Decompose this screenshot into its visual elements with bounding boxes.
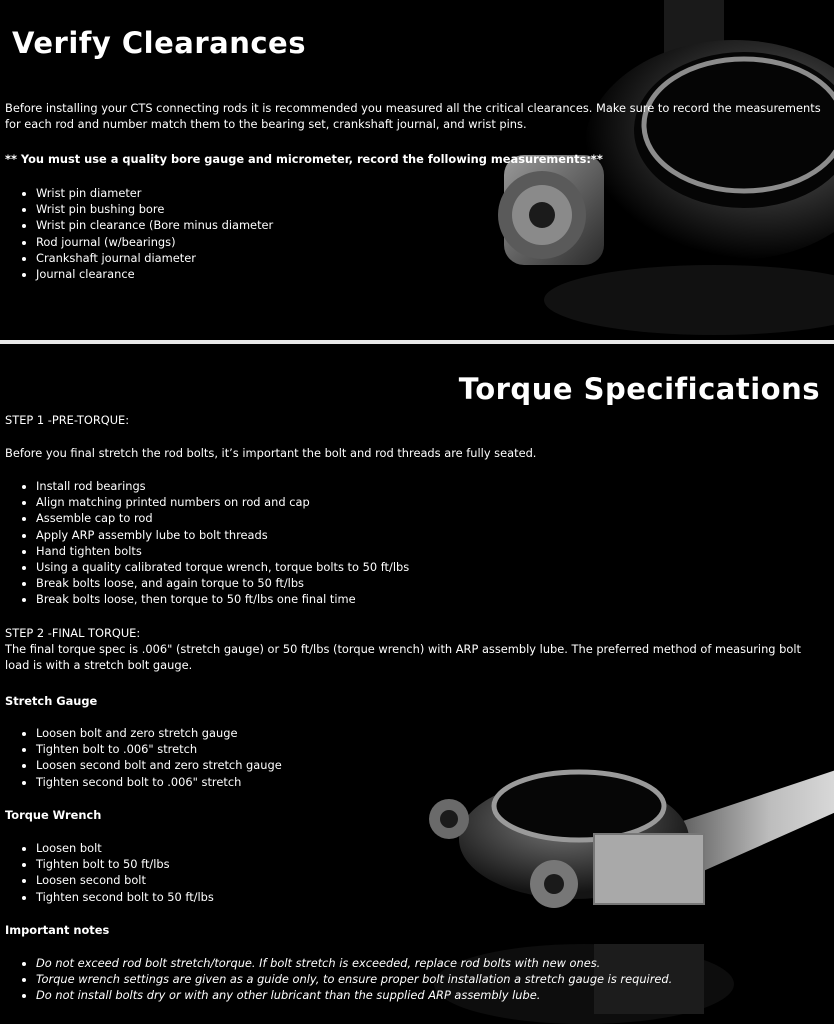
list-item: • Tighten bolt to .006" stretch: [36, 741, 824, 757]
list-item: • Torque wrench settings are given as a guide only, to ensure proper bolt installation a stretch gauge is required.: [36, 971, 824, 987]
list-item: • Tighten bolt to 50 ft/lbs: [36, 856, 824, 872]
important-notes-list: [5, 955, 824, 1004]
important-notes-heading: Important notes: [5, 923, 110, 937]
list-item: • Loosen second bolt: [36, 872, 824, 888]
list-item: • Break bolts loose, and again torque to 50 ft/lbs: [36, 575, 824, 591]
list-item: • Align matching printed numbers on rod and cap: [36, 494, 824, 510]
list-item: • Do not install bolts dry or with any other lubricant than the supplied ARP assembly lube.: [36, 987, 824, 1003]
step2-paragraph: The final torque spec is .006" (stretch gauge) or 50 ft/lbs (torque wrench) with ARP assembly lube. The preferred method of measuring bolt load is with a stretch bolt gauge.: [5, 642, 801, 673]
list-item: • Install rod bearings: [36, 478, 824, 494]
torque-wrench-list: [5, 840, 824, 905]
list-item: • Loosen bolt: [36, 840, 824, 856]
list-item: • Break bolts loose, then torque to 50 ft/lbs one final time: [36, 591, 824, 607]
list-item: • Journal clearance: [36, 266, 824, 282]
list-item: • Wrist pin bushing bore: [36, 201, 824, 217]
intro-paragraph: Before installing your CTS connecting rods it is recommended you measured all the critical clearances. Make sure to record the measurements for each rod and number match them to the bearing set, crankshaft journal, and wrist pins.: [5, 101, 821, 132]
list-item: • Loosen bolt and zero stretch gauge: [36, 725, 824, 741]
list-item: • Wrist pin clearance (Bore minus diameter: [36, 217, 824, 233]
measurement-note: ** You must use a quality bore gauge and micrometer, record the following measurements:**: [5, 152, 603, 166]
list-item: • Rod journal (w/bearings): [36, 234, 824, 250]
step1-paragraph: Before you final stretch the rod bolts, it’s important the bolt and rod threads are fully seated.: [5, 446, 537, 460]
list-item: • Tighten second bolt to .006" stretch: [36, 774, 824, 790]
step1-heading: STEP 1 -PRE-TORQUE:: [5, 413, 130, 427]
torque-specifications-section: [0, 344, 834, 1024]
stretch-gauge-heading: Stretch Gauge: [5, 694, 98, 708]
list-item: • Wrist pin diameter: [36, 185, 824, 201]
list-item: • Do not exceed rod bolt stretch/torque. If bolt stretch is exceeded, replace rod bolts with new ones.: [36, 955, 824, 971]
list-item: • Tighten second bolt to 50 ft/lbs: [36, 889, 824, 905]
connecting-rod-image: [484, 0, 834, 340]
list-item: • Apply ARP assembly lube to bolt threads: [36, 527, 824, 543]
verify-clearances-section: [0, 0, 834, 340]
measurement-list: [5, 185, 824, 282]
list-item: • Loosen second bolt and zero stretch gauge: [36, 757, 824, 773]
step1-list: [5, 478, 824, 608]
list-item: • Crankshaft journal diameter: [36, 250, 824, 266]
torque-wrench-heading: Torque Wrench: [5, 808, 102, 822]
list-item: • Hand tighten bolts: [36, 543, 824, 559]
list-item: • Assemble cap to rod: [36, 510, 824, 526]
section-title: Torque Specifications: [458, 372, 820, 406]
step2-heading: STEP 2 -FINAL TORQUE:: [5, 626, 141, 640]
list-item: • Using a quality calibrated torque wrench, torque bolts to 50 ft/lbs: [36, 559, 824, 575]
stretch-gauge-list: [5, 725, 824, 790]
section-title: Verify Clearances: [12, 26, 306, 60]
